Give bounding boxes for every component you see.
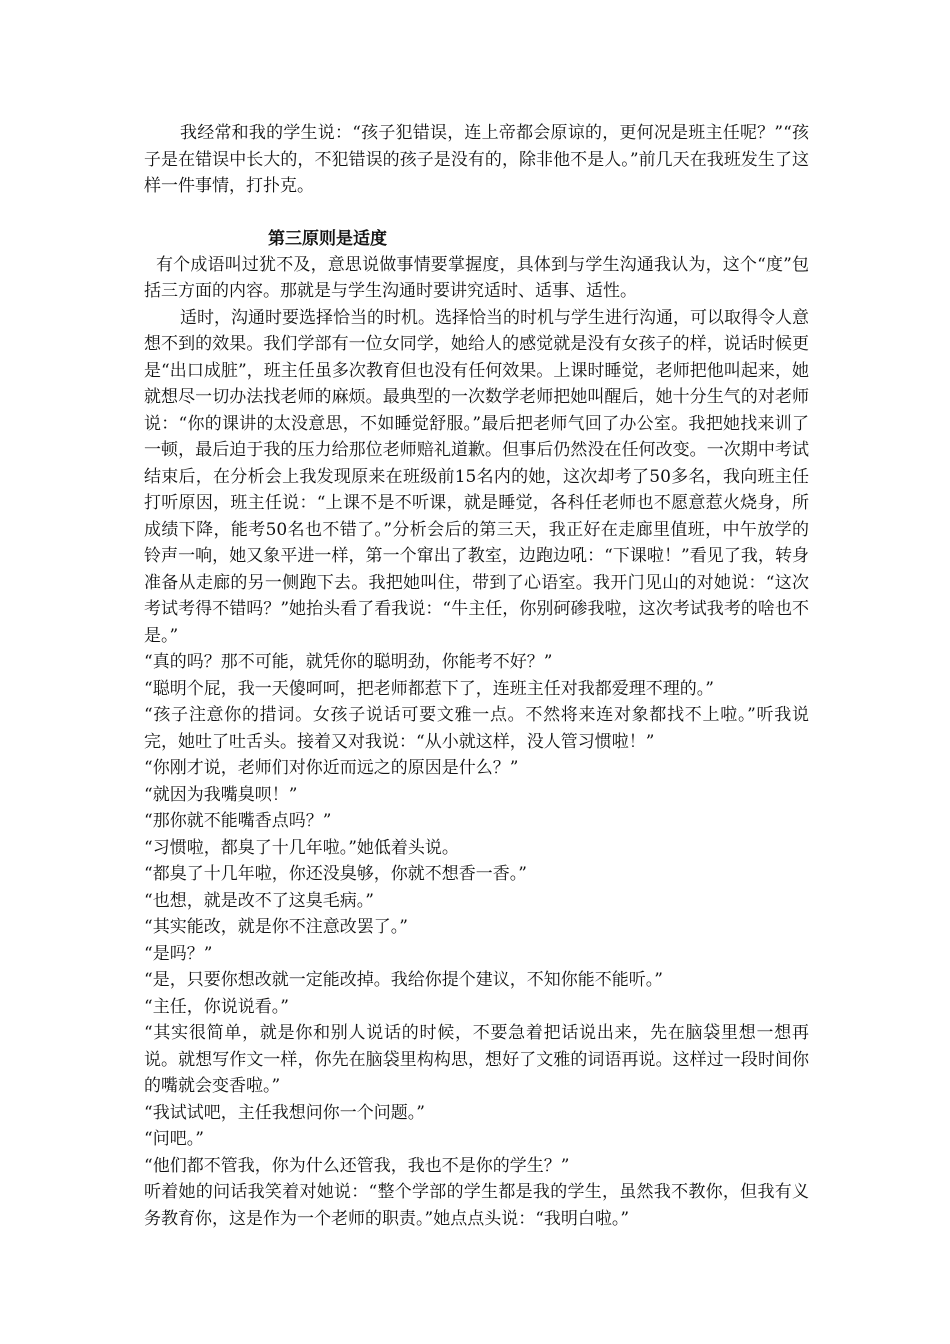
- intro-paragraph: 我经常和我的学生说：“孩子犯错误，连上帝都会原谅的，更何况是班主任呢？”“孩子是在错误中长大的，不犯错误的孩子是没有的，除非他不是人。”前几天在我班发生了这样一件事情，打扑克。: [144, 123, 809, 196]
- dialogue-line: “问吧。”: [144, 1129, 204, 1149]
- dialogue-line: “他们都不管我，你为什么还管我，我也不是你的学生？”: [144, 1155, 570, 1176]
- dialogue-line: “是吗？”: [144, 943, 213, 964]
- dialogue-line: “你刚才说，老师们对你近而远之的原因是什么？”: [144, 758, 519, 778]
- dialogue-line: “我试试吧，主任我想问你一个问题。”: [144, 1102, 425, 1123]
- dialogue-line: “那你就不能嘴香点吗？”: [144, 811, 332, 831]
- dialogue-line: 听着她的问话我笑着对她说：“整个学部的学生都是我的学生，虽然我不教你，但我有义务教育你，这是作为一个老师的职责。”她点点头说：“我明白啦。”: [144, 1182, 809, 1229]
- dialogue-line: “真的吗？那不可能，就凭你的聪明劲，你能考不好？”: [144, 652, 553, 672]
- dialogue-line: “习惯啦，都臭了十几年啦。”她低着头说。: [144, 837, 459, 858]
- dialogue-line: “就因为我嘴臭呗！”: [144, 784, 298, 805]
- body-paragraph-2: 适时，沟通时要选择恰当的时机。选择恰当的时机与学生进行沟通，可以取得令人意想不到的效果。我们学部有一位女同学，她给人的感觉就是没有女孩子的样，说话时候更是“出口成脏”，班主任虽多次教育但也没有任何效果。上课时睡觉，老师把他叫起来，她就想尽一切办法找老师的麻烦。最典型的一次数学老师把她叫醒后，她十分生气的对老师说：“你的课讲的太没意思，不如睡觉舒服。”最后把老师气回了办公室。我把她找来训了一顿，最后迫于我的压力给那位老师赔礼道歉。但事后仍然没在任何改变。一次期中考试结束后，在分析会上我发现原来在班级前15名内的她，这次却考了50多名，我向班主任打听原因，班主任说：“上课不是不听课，就是睡觉，各科任老师也不愿意惹火烧身，所成绩下降，能考50名也不错了。”分析会后的第三天，我正好在走廊里值班，中午放学的铃声一响，她又象平进一样，第一个窜出了教室，边跑边吼：“下课啦！”看见了我，转身准备从走廊的另一侧跑下去。我把她叫住，带到了心语室。我开门见山的对她说：“这次考试考得不错吗？”她抬头看了看我说：“牛主任，你别砢碜我啦，这次考试我考的啥也不是。”: [144, 307, 809, 646]
- dialogue-line: “其实很简单，就是你和别人说话的时候，不要急着把话说出来，先在脑袋里想一想再说。就想写作文一样，你先在脑袋里构构思，想好了文雅的词语再说。这样过一段时间你的嘴就会变香啦。”: [144, 1023, 809, 1096]
- body-paragraph-1: 有个成语叫过犹不及，意思说做事情要掌握度，具体到与学生沟通我认为，这个“度”包括三方面的内容。那就是与学生沟通时要讲究适时、适事、适性。: [144, 254, 809, 301]
- dialogue-line: “其实能改，就是你不注意改罢了。”: [144, 917, 408, 937]
- document-page: [144, 120, 809, 1232]
- dialogue-line: “聪明个屁，我一天傻呵呵，把老师都惹下了，连班主任对我都爱理不理的。”: [144, 678, 714, 699]
- dialogue-line: “孩子注意你的措词。女孩子说话可要文雅一点。不然将来连对象都找不上啦。”听我说完，她吐了吐舌头。接着又对我说：“从小就这样，没人管习惯啦！”: [144, 705, 809, 752]
- dialogue-line: “都臭了十几年啦，你还没臭够，你就不想香一香。”: [144, 864, 527, 884]
- section-heading: 第三原则是适度: [268, 228, 387, 249]
- dialogue-line: “是，只要你想改就一定能改掉。我给你提个建议，不知你能不能听。”: [144, 970, 663, 990]
- paragraph-gap: [144, 200, 809, 226]
- dialogue-line: “主任，你说说看。”: [144, 996, 289, 1017]
- dialogue-line: “也想，就是改不了这臭毛病。”: [144, 890, 374, 911]
